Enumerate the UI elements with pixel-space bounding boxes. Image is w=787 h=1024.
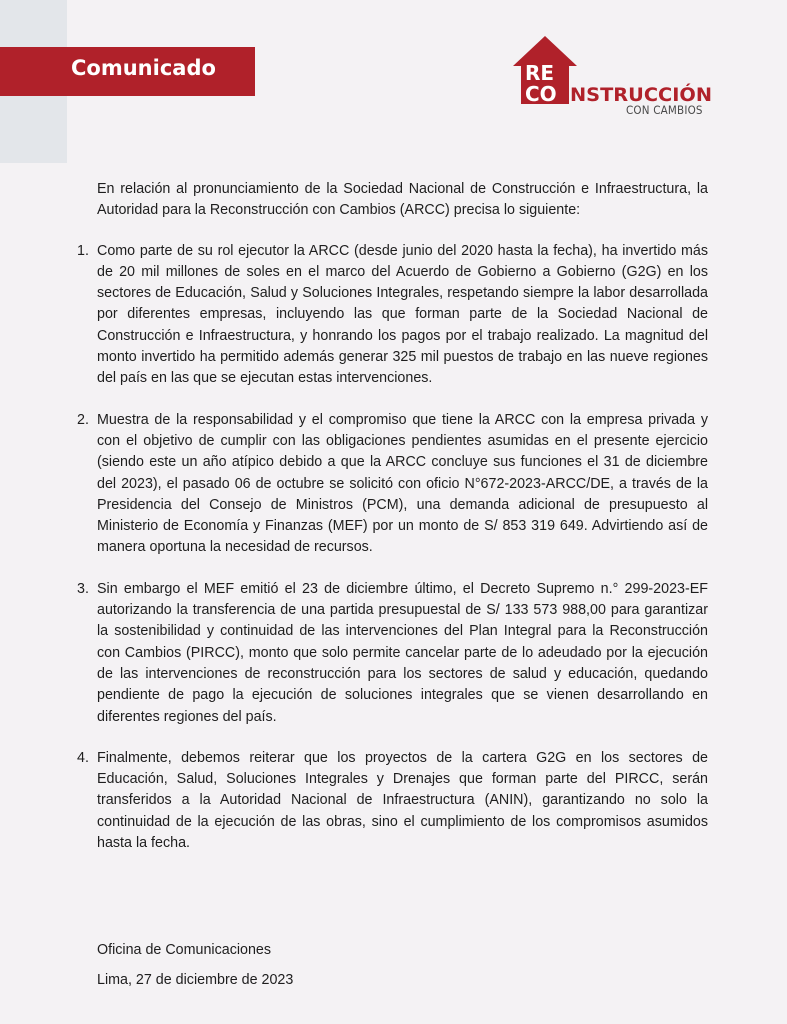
point-text: Como parte de su rol ejecutor la ARCC (desde junio del 2020 hasta la fecha), ha invertido más de 20 mil millones de soles en el marco del Acuerdo de Gobierno a Gobierno (G2G) en los sectores de Educación, Salud y Soluciones Integrales, respetando siempre la labor desarrollada por diferentes empresas, incluyendo las que forman parte de la Sociedad Nacional de Construcción e Infraestructura, y honrando los pagos por el trabajo realizado. La magnitud del monto invertido ha permitido además generar 325 mil puestos de trabajo en las nueve regiones del país en las que se ejecutan estas intervenciones. <box>97 242 708 387</box>
point-text: Finalmente, debemos reiterar que los proyectos de la cartera G2G en los sectores de Educación, Salud, Soluciones Integrales y Drenajes que forman parte del PIRCC, serán transferidos a la Autoridad Nacional de Infraestructura (ANIN), garantizando no solo la continuidad de la ejecución de las obras, sino el cumplimiento de los compromisos asumidos hasta la fecha. <box>97 749 708 852</box>
point-text: Sin embargo el MEF emitió el 23 de diciembre último, el Decreto Supremo n.° 299-2023-EF autorizando la transferencia de una partida presupuestal de S/ 133 573 988,00 para garantizar la sostenibilidad y continuidad de las intervenciones del Plan Integral para la Reconstrucción con Cambios (PIRCC), monto que solo permite cancelar parte de lo adeudado por la ejecución de las intervenciones de reconstrucción para los sectores de salud y educación, quedando pendiente de pago la ejecución de soluciones integrales que se vienen desarrollando en diferentes regiones del país. <box>97 580 708 725</box>
logo-co-text: CO <box>525 82 557 106</box>
signoff-office: Oficina de Comunicaciones <box>97 942 272 958</box>
intro-paragraph: En relación al pronunciamiento de la Sociedad Nacional de Construcción e Infraestructura, la Autoridad para la Reconstrucción con Cambios (ARCC) precisa lo siguiente: <box>97 181 708 219</box>
point-item <box>77 241 708 390</box>
point-item <box>77 410 708 559</box>
reconstruccion-logo <box>513 36 718 120</box>
house-arrow-icon <box>513 36 718 106</box>
logo-subtitle: CON CAMBIOS <box>626 103 703 117</box>
logo-re-text: RE <box>525 61 555 85</box>
point-item <box>77 579 708 728</box>
point-number: 4. <box>77 749 89 766</box>
signoff-place-date: Lima, 27 de diciembre de 2023 <box>97 972 294 988</box>
points-list <box>77 241 708 855</box>
point-text: Muestra de la responsabilidad y el compromiso que tiene la ARCC con la empresa privada y con el objetivo de cumplir con las obligaciones pendientes asumidas en el presente ejercicio (siendo este un año atípico debido a que la ARCC concluye sus funciones el 31 de diciembre del 2023), el pasado 06 de octubre se solicitó con oficio N°672-2023-ARCC/DE, a través de la Presidencia del Consejo de Ministros (PCM), una demanda adicional de presupuesto al Ministerio de Economía y Finanzas (MEF) por un monto de S/ 853 319 649. Advirtiendo así de manera oportuna la necesidad de recursos. <box>97 411 708 556</box>
point-number: 1. <box>77 242 89 259</box>
comunicado-banner <box>0 47 255 96</box>
logo-nstruccion-text: NSTRUCCIÓN <box>570 84 710 106</box>
point-number: 3. <box>77 580 89 597</box>
point-number: 2. <box>77 411 89 428</box>
communique-body <box>77 179 708 874</box>
point-item <box>77 748 708 854</box>
signoff <box>97 935 293 995</box>
banner-title: Comunicado <box>71 56 216 80</box>
